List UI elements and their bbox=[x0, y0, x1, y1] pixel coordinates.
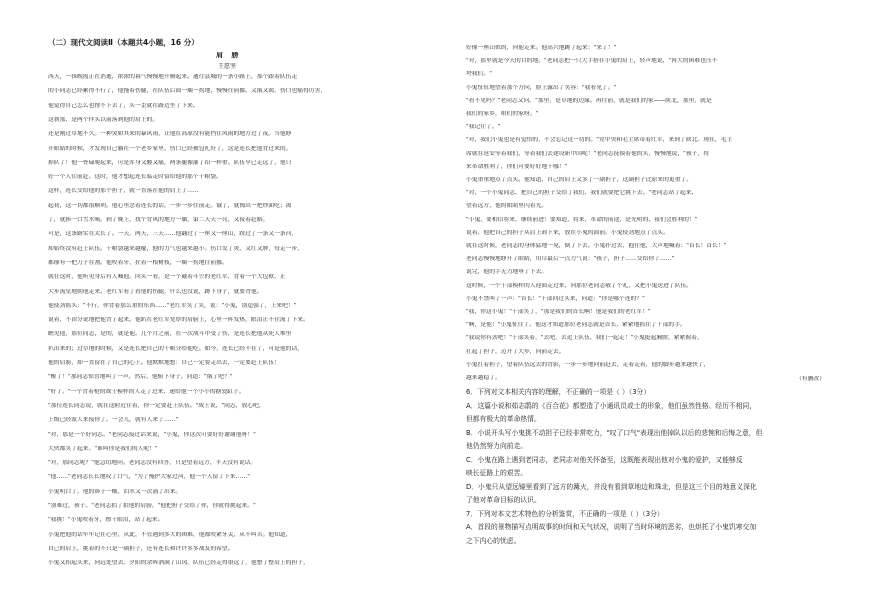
text-line: 自己的肩上，挑着的不只是一副担子，还有连长和许许多多战友的希望。 bbox=[48, 545, 234, 552]
text-line: "对，我们小鬼也是有觉悟的，不会忘记这一切的。"党中央和毛主席带着红军，来到了陕北。现在，毛主 bbox=[466, 137, 733, 144]
text-line: 大伙都笑了起来。"谁叫你是我们的人呢！" bbox=[48, 445, 158, 452]
text-line: 越来越稳了。 bbox=[466, 375, 501, 381]
text-line: 他使劲摇头："不行，你背着那么重的东西……"老红军笑了笑，说："小鬼，别逞强了，上来吧！" bbox=[48, 302, 297, 309]
text-line: 说着，不由分说地把他背了起来。他趴在老红军宽厚的肩膀上，心里一阵发热，眼泪止不住流了下来。 bbox=[48, 317, 309, 324]
text-line: "别难过，孩子。"老同志拍了拍他的肩膀，"他把担子交给了你，你就得挑起来。" bbox=[48, 503, 256, 509]
text-line: 说着，他把自己的担子从肩上卸下来，放在小鬼的面前。小鬼使劲地点了点头。 bbox=[466, 229, 669, 236]
text-line: 小鬼不禁叫了一声："首长！"干部回过头来，问道："你是哪个连的？" bbox=[466, 295, 645, 302]
text-line: 就在这时，他听见身后有人喊他。回头一看，是一个戴着斗笠的老红军，背着一个大包袱，正 bbox=[48, 274, 286, 281]
text-line: "对，那是一个好同志。"老同志接过话来说，"小鬼，你这次可要好好谢谢他呀！" bbox=[48, 431, 256, 438]
text-line: 还是刚过草地不久。一种突如其来的暴风雨，让他在高原没有能挡住风雨的地方过了夜。当他睁 bbox=[48, 131, 292, 138]
text-line: 我们的家乡，咱们的家呀。" bbox=[466, 111, 539, 117]
text-line: "我记住了。" bbox=[466, 124, 501, 131]
text-line: "我，你这小鬼！"干部笑了，"那是我们的首长啊！他是我们的老红军！" bbox=[466, 309, 651, 315]
text-line: 他仍然努力向前走。 bbox=[466, 442, 528, 450]
text-line: 的小同志已经累得不行了，他拖着伤腿，在队伍后面一瘸一拐地，慢慢往前挪。又饿又渴，伤口也痛得厉害， bbox=[48, 88, 327, 95]
article-title: 肩 膀 bbox=[216, 52, 242, 59]
text-line: 他的肩膀，却一直留在了自己的心上。他默默地想：自己一定要走出去，一定要赶上队伍！ bbox=[48, 360, 280, 366]
text-line: 7．下列对本文艺术特色的分析鉴赏，不正确的一项是（ ）（3分） bbox=[466, 509, 664, 518]
article-author: 王愿坚 bbox=[218, 63, 237, 70]
text-line: 扒出来的；过草地的时候，又是连长把自己的干粮分给他吃。如今，连长已经不在了，可是他的话， bbox=[48, 345, 304, 352]
text-line: 大步流星地朝他走来。老红军看了看他的伤腿，什么也没说，蹲下身子，就要背他。 bbox=[48, 288, 263, 295]
text-line: 上级已经派人来接你了。一会儿，就有人来了……" bbox=[48, 417, 179, 424]
text-line: "对，一个小鬼同志，把自己的担子交给了我们，我们就要把它挑下去。"老同志站了起来， bbox=[466, 190, 698, 197]
text-line: "好了。"一个背着枪的战士模样的人走了过来，递给他一个小小的搪瓷缸子。 bbox=[48, 388, 245, 395]
text-line: "看不见吗？"老同志又问。"那里，是草地的边缘。再往前，就是我们的家——陕北，那里，就是 bbox=[466, 97, 712, 104]
text-line: 这样，连长交给他的那个担子，就一直落在他的肩上了…… bbox=[48, 188, 199, 195]
text-line: 小鬼把他的话牢牢记在心里，从此，不管遇到多大的困难，他都咬紧牙关，从不叫苦。他知道， bbox=[48, 531, 292, 538]
text-line: 小鬼怔怔地望着那个方向，脸上露出了笑容："我看见了。" bbox=[466, 84, 617, 91]
text-line: "对，那里就是今天的目的地。"老同志把一只大手搭在小鬼的肩上，轻声地说，"再大的困难也压不 bbox=[466, 58, 718, 65]
text-line: 起初，这一切都很顺利。他心里念着连长的话，一步一步往前走。饿了，就掏出一把炒面吃；渴 bbox=[48, 202, 292, 209]
text-line: D．小鬼只从望远镜里看到了远方的篝火，并没有看到草地边和珠北，但是这三个目的地意义深化 bbox=[466, 482, 757, 491]
text-line: 垮我们。" bbox=[466, 71, 492, 78]
text-line: "啊，是他！"小鬼怔住了，他这才知道那位老同志就是首长，紧紧地抓住了干部的手。 bbox=[466, 322, 686, 329]
text-line: 开眼睛的时候，才发现自己躺在一个老乡家里，伤口已经被包扎好了，这是连长把他背过来的。 bbox=[48, 145, 292, 152]
text-line: 小鬼明白了。他的鼻子一酸，泪水又一次涌了出来。 bbox=[48, 488, 182, 495]
text-line: "我说你有劲吧！"干部笑着，"去吧，去追上队伍，我们一起走！"小鬼挺起胸膛，紧紧握着， bbox=[466, 335, 703, 342]
text-line: 瞧见他，那位同志，是的，就是他。几个月之前，在一次战斗中受了伤，是连长把他从死人堆里 bbox=[48, 331, 292, 338]
text-line: 之下内心的忧虑。 bbox=[466, 536, 521, 545]
text-line: "醒了！"那同志惊喜地叫了一声，然后，他俯下身子，问道："饿了吧？" bbox=[48, 374, 233, 381]
text-line: 小鬼又抬起头来，向远处望去。夕阳的余晖洒满了山冈，队伍已经走得很远了，他整了整肩上的担子， bbox=[48, 560, 309, 567]
text-line: A．这篇小说和茹志鹃的《百合花》都塑造了小通讯员或士的形象，他们虽然性格、经历不相同， bbox=[466, 401, 757, 410]
text-line: C．小鬼在路上遇到老同志，老同志对他关怀备至，这既能表现出他对小鬼的爱护，又能够反 bbox=[466, 455, 743, 464]
text-line: 这刹那，是两个伴头以前落到他的肩上的。 bbox=[48, 116, 159, 123]
text-line: 好像一座山似的，向他走来。他高兴地跳了起来："来了！" bbox=[466, 45, 617, 51]
text-line: 他觉得自己怎么也撑不下去了，头一歪就在路边坐了下来。 bbox=[48, 102, 199, 109]
text-line: 来革命胜利了，你们可要好好地干哪！" bbox=[466, 163, 568, 170]
text-line: 映长征路上的艰苦。 bbox=[466, 469, 528, 477]
source-note: （有删改） bbox=[796, 376, 825, 382]
text-line: 可是，这条路实在太长了。一天，两天，三天……他翻过了一座又一座山，蹚过了一条又一条河， bbox=[48, 231, 298, 238]
text-line: 扛起了担子，迈开了大步，向前走去。 bbox=[466, 348, 565, 355]
text-line: 掉队了！他一骨碌爬起来，可是浑身又酸又痛，两条腿像灌了铅一样重。队伍早已走远了，他只 bbox=[48, 159, 292, 166]
text-line: 了，就捧一口雪水喝。到了晚上，找个背风的地方一躺，第二天天一亮，又接着赶路。 bbox=[48, 217, 269, 223]
text-line: "我挑！"小鬼咬着牙，擦干眼泪，站了起来。 bbox=[48, 517, 164, 524]
text-line: 说完，他的手无力地垂了下去。 bbox=[466, 269, 548, 276]
text-line: 老同志慢慢地睁开了眼睛，用尽最后一点力气说："孩子，担子……交给你了……" bbox=[466, 256, 675, 263]
text-line: 好一个人往前赶。这时，他才想起连长临走时留给他的那个干粮袋。 bbox=[48, 174, 222, 181]
text-line: 席就在延安等着我们，等着我们去建设新中国呢！"老同志抚摸着他的头，慢慢地说，"孩子，将 bbox=[466, 150, 710, 157]
text-line: B．小说开头写小鬼挑不动担子已经非常吃力，"叹了口气"表现出他掉队以后的悲惋和后悔之意，但 bbox=[466, 428, 763, 437]
text-line: 6．下列对文本相关内容的理解，不正确的一项是（ ）（3分） bbox=[466, 388, 651, 396]
text-line: 就在这时候，老同志的身体猛地一晃，倒了下去。小鬼扑过去，抱住他，大声地喊着："首长！首长！" bbox=[466, 243, 727, 249]
text-line: 了他对革命目标的认识。 bbox=[466, 496, 541, 504]
text-line: 望着远方，他的眼睛里闪着光。 bbox=[466, 203, 548, 210]
section-title: （二）现代文阅读Ⅱ（本题共4小题，16 分） bbox=[48, 38, 199, 47]
text-line: "对，那同志呢？"他急切地问。老同志没有回答，只是望着远方，半天没有说话。 bbox=[48, 460, 257, 467]
text-line: "他……"老同志长长地叹了口气，"为了掩护大家过河，他一个人留了下来……" bbox=[48, 474, 250, 481]
text-line: 却始终没有赶上队伍。干粮袋越来越瘪，他的力气也越来越小。伤口发了炎，又红又肿，每走一步， bbox=[48, 245, 304, 252]
text-line: "小鬼，要相信将来，继续前进！要知道，将来，革命的前途，是光明的，我们会胜利的！" bbox=[466, 216, 698, 223]
text-line: 小鬼扛着担子，望着队伍远去的背影，一步一步地向前赶去，走着走着，他的脚步越来越快了， bbox=[466, 361, 710, 368]
text-line: 西天，一抹晚霞正在消逝，浓浓的暮气慢慢地升腾起来。通往县城的一条小路上，那个跟着队伍走 bbox=[48, 74, 298, 80]
text-line: 但都有极大的革命热情。 bbox=[466, 415, 541, 423]
text-line: "那位连长同志说，就在这附近住着，你一定要赶上队伍。"战士说，"同志，放心吧， bbox=[48, 402, 265, 409]
text-line: A．首段的景物描写点明故事的时间和天气状况，说明了当时环境的恶劣，也烘托了小鬼饥寒交加 bbox=[466, 523, 757, 531]
text-line: 小鬼重重地点了点头。他知道，自己的肩上又多了一副担子，这副担子比原来的更重了。 bbox=[466, 177, 693, 183]
text-line: 都像有一把刀子在割。他咬着牙，拄着一根树枝，一瘸一拐地往前挪。 bbox=[48, 259, 228, 266]
text-line: 这时候，一个干部模样的人迎面走过来，向那位老同志敬了个礼，又把小鬼送进了队伍。 bbox=[466, 282, 693, 289]
